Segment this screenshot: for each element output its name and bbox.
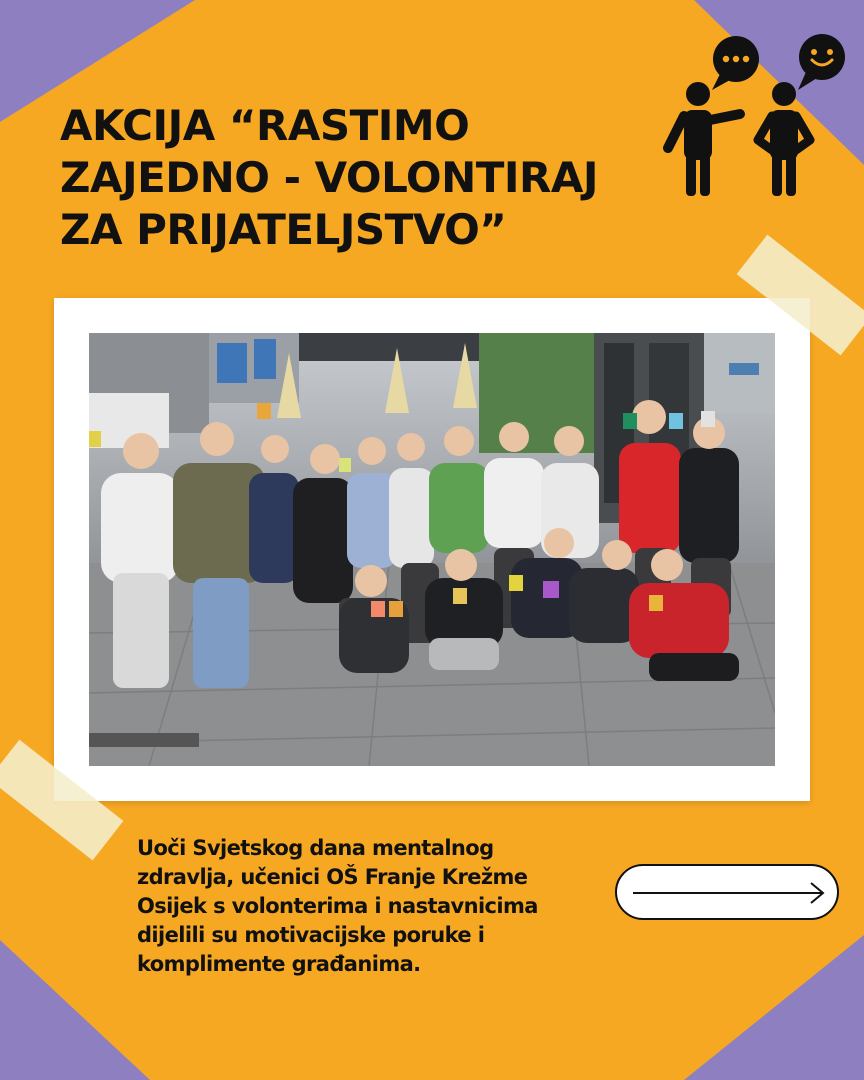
headline-line: ZA PRIJATELJSTVO”	[60, 205, 507, 254]
group-photo-illustration	[89, 333, 775, 766]
caption-line: zdravlja, učenici OŠ Franje Krežme	[137, 865, 528, 889]
caption-line: komplimente građanima.	[137, 952, 421, 976]
corner-decoration-bottom-right	[684, 935, 864, 1080]
photo-caption	[137, 834, 607, 979]
people-talking-icon	[660, 30, 850, 210]
photo-frame	[54, 298, 810, 801]
headline-line: AKCIJA “RASTIMO	[60, 101, 470, 150]
group-photo	[89, 333, 775, 766]
next-slide-button[interactable]	[615, 864, 839, 920]
corner-decoration-bottom-left	[0, 940, 150, 1080]
headline-line: ZAJEDNO - VOLONTIRAJ	[60, 153, 599, 202]
headline	[60, 100, 660, 256]
caption-line: Osijek s volonterima i nastavnicima	[137, 894, 538, 918]
caption-line: dijelili su motivacijske poruke i	[137, 923, 485, 947]
caption-line: Uoči Svjetskog dana mentalnog	[137, 836, 494, 860]
arrow-right-icon	[631, 880, 827, 906]
